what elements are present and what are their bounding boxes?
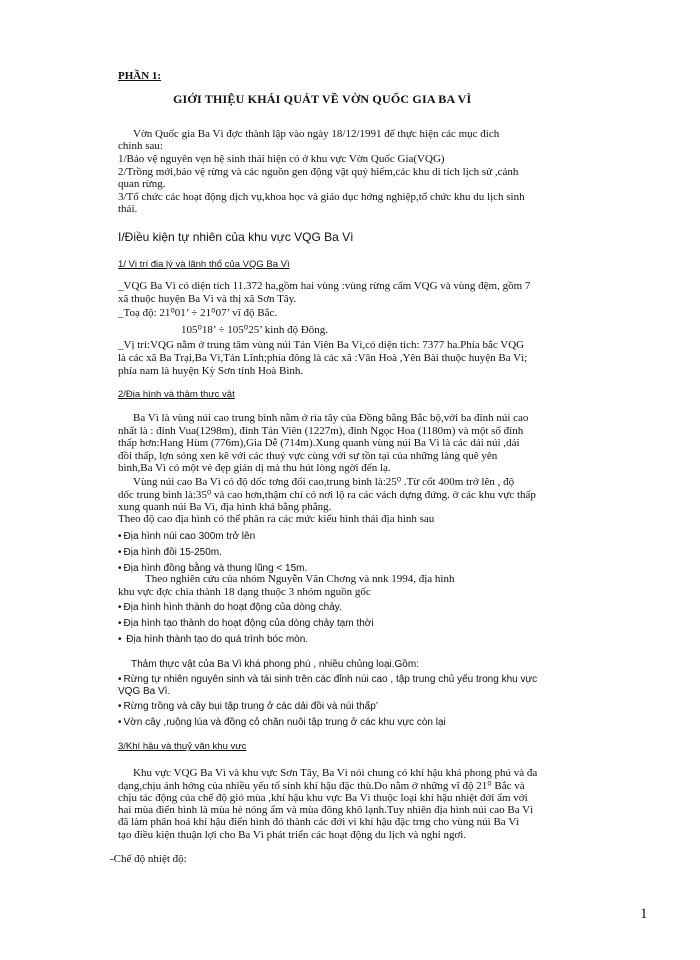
intro-line: Vờn Quốc gia Ba Vì đợc thành lập vào ngày 18/12/1991 để thực hiện các mục đích bbox=[133, 128, 500, 140]
location-line: _Vị trí:VQG nằm ở trung tâm vùng núi Tản Viên Ba Vì,có diện tích: 7377 ha.Phía bắc VQG bbox=[118, 339, 525, 351]
coordinates-line: _Toạ độ: 21⁰01’ ÷ 21⁰07’ vĩ độ Bắc. bbox=[118, 307, 278, 319]
list-item-continuation: VQG Ba Vì. bbox=[118, 686, 171, 697]
temperature-heading: -Chế độ nhiệt độ: bbox=[110, 853, 187, 865]
list-item: • Vờn cây ,ruộng lúa và đồng cỏ chăn nuôi tập trung ở các khu vực còn lại bbox=[118, 717, 446, 728]
research-line: Theo nghiên cứu của nhóm Nguyễn Văn Chơng và nnk 1994, địa hình bbox=[145, 573, 455, 585]
terrain-line: xung quanh núi Ba Vì, địa hình khá bằng phẳng. bbox=[118, 501, 332, 513]
subsection-heading: 2/Địa hình và thảm thực vật bbox=[118, 389, 235, 400]
climate-line: dạng,chịu ảnh hởng của nhiều yếu tố sinh khí hậu đặc thù.Do nằm ở những vĩ độ 21⁰ Bắc và bbox=[118, 780, 525, 792]
research-line: khu vực đợc chia thành 18 dạng thuộc 3 nhóm nguồn gốc bbox=[118, 586, 371, 598]
part-label: PHẦN 1: bbox=[118, 70, 162, 82]
intro-item: 2/Trồng mới,bảo vệ rừng và các nguồn gen động vật quý hiếm,các khu di tích lịch sử ,cảnh bbox=[118, 166, 519, 178]
list-item: • Rừng trồng và cây bụi tập trung ở các dải đồi và núi thấp’ bbox=[118, 701, 378, 712]
flora-intro: Thảm thực vật của Ba Vì khá phong phú , nhiều chủng loại.Gồm: bbox=[131, 659, 419, 670]
intro-item: 3/Tổ chức các hoạt động dịch vụ,khoa học và giáo dục hớng nghiệp,tổ chức khu du lịch sinh bbox=[118, 191, 525, 203]
terrain-line: đồi thấp, lợn sóng xen kẽ với các thuỷ vực cùng với sự tồn tại của những làng quê yên bbox=[118, 450, 498, 462]
intro-item: 1/Bảo vệ nguyên vẹn hệ sinh thái hiện có ở khu vực Vờn Quốc Gia(VQG) bbox=[118, 153, 445, 165]
climate-line: hai mùa điển hình là mùa hè nóng ẩm và mùa đông khô lạnh.Tuy nhiên địa hình núi cao Ba Vì bbox=[118, 804, 534, 816]
page-number: 1 bbox=[640, 906, 648, 922]
list-item: • Địa hình tạo thành do hoạt động của dòng chảy tạm thời bbox=[118, 618, 374, 629]
intro-line: quan rừng. bbox=[118, 178, 166, 190]
subsection-heading: 3/Khí hậu và thuỷ văn khu vực bbox=[118, 741, 247, 752]
section-heading: I/Điều kiện tự nhiên của khu vực VQG Ba Vì bbox=[118, 230, 354, 244]
intro-line: thái. bbox=[118, 203, 138, 215]
location-line: là các xã Ba Trại,Ba Vì,Tản Lĩnh;phía đông là các xã :Vân Hoà ,Yên Bài thuộc huyện Ba Vì; bbox=[118, 352, 528, 364]
intro-line: chính sau: bbox=[118, 140, 163, 152]
list-item: • Địa hình núi cao 300m trở lên bbox=[118, 531, 255, 542]
list-item: • Địa hình thành tạo do quá trình bóc mòn. bbox=[118, 634, 308, 645]
climate-line: tạo điều kiện thuận lợi cho Ba Vì phát triển các hoạt động du lịch và nghỉ ngơi. bbox=[118, 829, 467, 841]
location-line: phía nam là huyện Kỳ Sơn tỉnh Hoà Bình. bbox=[118, 365, 304, 377]
location-line: _VQG Ba Vì có diện tích 11.372 ha,gồm hai vùng :vùng rừng cấm VQG và vùng đệm, gồm 7 bbox=[118, 280, 531, 292]
terrain-line: bình,Ba Vì có một vẻ đẹp giản dị mà thu hút lòng ngời đến lạ. bbox=[118, 462, 391, 474]
climate-line: Khu vực VQG Ba Vì và khu vực Sơn Tây, Ba Vì nói chung có khí hậu khá phong phú và đa bbox=[133, 767, 538, 779]
list-item: • Địa hình đồi 15-250m. bbox=[118, 547, 222, 558]
coordinates-line: 105⁰18’ ÷ 105⁰25’ kinh độ Đông. bbox=[181, 324, 329, 336]
climate-line: chịu tác động của chế độ gió mùa ,khí hậu khu vực Ba Vì thuộc loại khí hậu nhiệt đới ẩm với bbox=[118, 792, 528, 804]
list-item: • Rừng tự nhiên nguyên sinh và tái sinh trên các đỉnh núi cao , tập trung chủ yếu trong khu vực bbox=[118, 674, 537, 685]
terrain-line: dốc trung bình là:35⁰ và cao hơn,thậm chí có nơi lộ ra các vách dựng đứng. ở các khu vực thấp bbox=[118, 489, 536, 501]
terrain-line: Vùng núi cao Ba Vì có độ dốc tơng đối cao,trung bình là:25⁰ .Từ cốt 400m trở lên , độ bbox=[133, 476, 515, 488]
list-item: • Địa hình hình thành do hoạt động của dòng chảy. bbox=[118, 602, 342, 613]
location-line: xã thuộc huyện Ba Vì và thị xã Sơn Tây. bbox=[118, 293, 297, 305]
subsection-heading: 1/ Vị trí địa lý và lãnh thổ của VQG Ba Vì bbox=[118, 259, 290, 270]
list-item: • Địa hình đồng bằng và thung lũng < 15m. bbox=[118, 563, 307, 574]
terrain-line: nhất là : đỉnh Vua(1298m), đỉnh Tản Viên (1227m), đỉnh Ngọc Hoa (1180m) và một số đỉnh bbox=[118, 425, 524, 437]
terrain-line: Ba Vì là vùng núi cao trung bình nằm ở rìa tây của Đồng bằng Bắc bộ,với ba đỉnh núi cao bbox=[133, 412, 529, 424]
climate-line: đã làm phân hoá khí hậu điển hình đó thành các đới vi khí hậu đặc trng cho vùng núi Ba Vì bbox=[118, 816, 520, 828]
terrain-line: Theo độ cao địa hình có thể phân ra các mức kiểu hình thái địa hình sau bbox=[118, 513, 435, 525]
terrain-line: thấp hơn:Hang Hùm (776m),Gia Dễ (714m).Xung quanh vùng núi Ba Vì là các dải núi ,dải bbox=[118, 437, 520, 449]
document-title: GIỚI THIỆU KHÁI QUÁT VỀ VỜN QUỐC GIA BA VÌ bbox=[173, 92, 472, 106]
